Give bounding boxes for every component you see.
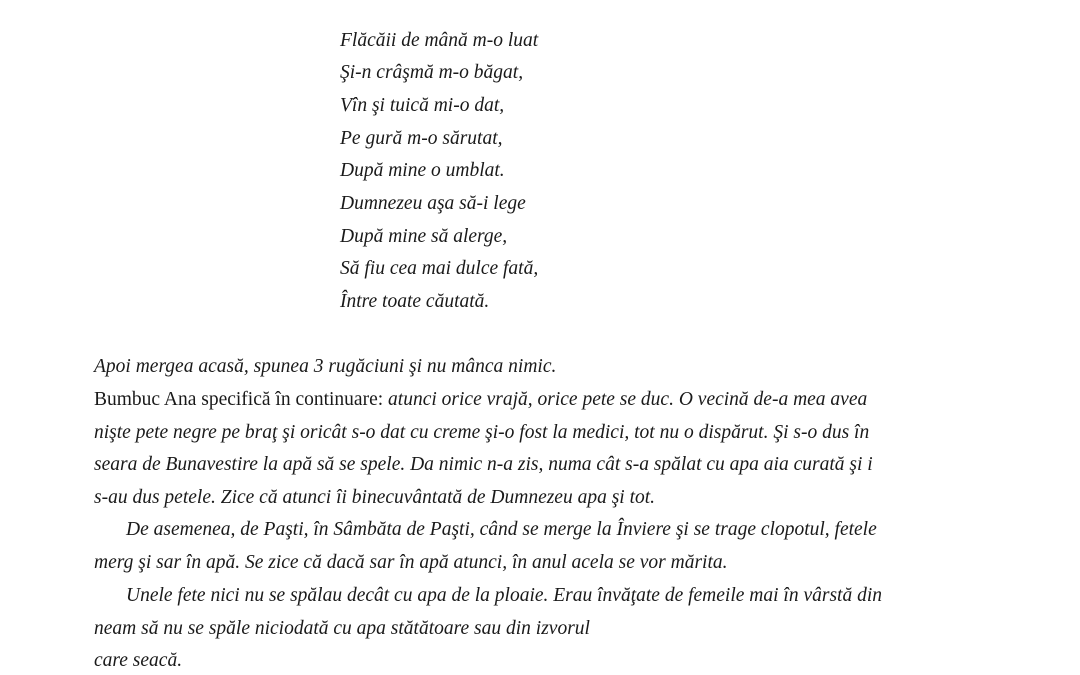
paragraph-2-line-1 [94, 390, 867, 410]
poem-line-1: Flăcăii de mână m-o luat [340, 30, 539, 51]
paragraph-2-line-3: seara de Bunavestire la apă să se spele. Da nimic n-a zis, numa cât s-a spălat cu apa aia curată şi i [94, 454, 873, 475]
poem-line-3: Vîn şi tuică mi-o dat, [340, 95, 505, 116]
poem-line-8: Să fiu cea mai dulce fată, [340, 258, 539, 279]
paragraph-4-line-1: Unele fete nici nu se spălau decât cu apa de la ploaie. Erau învăţate de femeile mai în vârstă din [126, 585, 882, 606]
paragraph-2-quote-start: atunci orice vrajă, orice pete se duc. O vecină de-a mea avea [388, 389, 868, 410]
paragraph-4-line-3: care seacă. [94, 650, 183, 671]
paragraph-2-line-2: nişte pete negre pe braţ şi oricât s-o dat cu creme şi-o fost la medici, tot nu o dispărut. Şi s-o dus în [94, 422, 870, 443]
paragraph-3-line-1: De asemenea, de Paşti, în Sâmbăta de Paşti, când se merge la Înviere şi se trage clopotul, fetele [126, 519, 877, 540]
paragraph-2-prefix: Bumbuc Ana specifică în continuare: [94, 389, 389, 410]
poem-line-2: Şi-n crâşmă m-o băgat, [340, 62, 524, 83]
paragraph-1: Apoi mergea acasă, spunea 3 rugăciuni şi nu mânca nimic. [94, 356, 557, 377]
poem-line-7: După mine să alerge, [340, 226, 508, 247]
poem-line-5: După mine o umblat. [340, 160, 505, 181]
poem-line-6: Dumnezeu aşa să-i lege [340, 193, 526, 214]
paragraph-3-line-2: merg şi sar în apă. Se zice că dacă sar în apă atunci, în anul acela se vor mărita. [94, 552, 728, 573]
poem-line-4: Pe gură m-o sărutat, [340, 128, 503, 149]
paragraph-2-line-4: s-au dus petele. Zice că atunci îi binecuvântată de Dumnezeu apa şi tot. [94, 487, 656, 508]
poem-line-9: Între toate căutată. [340, 291, 490, 312]
paragraph-4-line-2: neam să nu se spăle niciodată cu apa stătătoare sau din izvorul [94, 618, 590, 639]
